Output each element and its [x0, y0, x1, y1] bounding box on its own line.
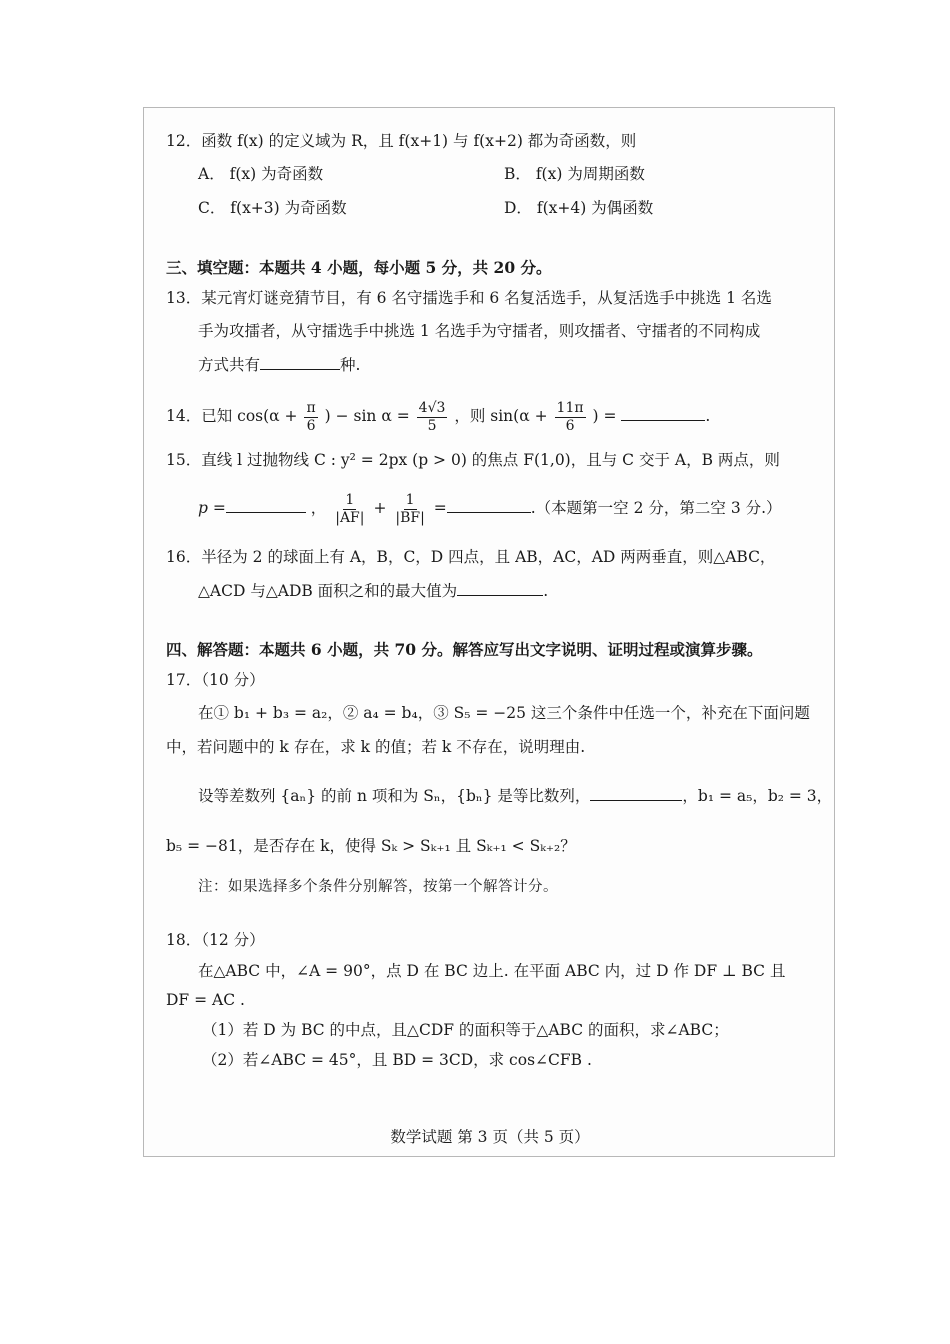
q15-frac-a-num: 1 [345, 491, 355, 508]
q14-frac1-num: π [306, 399, 316, 416]
q15-frac-a-den: |AF| [335, 509, 365, 526]
q15-line-1: 15．直线 l 过抛物线 C : y² = 2px (p > 0) 的焦点 F(1,0)，且与 C 交于 A，B 两点，则 [166, 451, 780, 469]
section-3-title: 三、填空题：本题共 4 小题，每小题 5 分，共 20 分。 [166, 258, 552, 277]
q15-comma: ， [310, 499, 327, 517]
q14-answer-blank[interactable] [621, 404, 705, 421]
q16-line-2-pre: △ACD 与△ADB 面积之和的最大值为 [198, 582, 458, 600]
q15-p-blank[interactable] [226, 496, 306, 513]
section-4-title: 四、解答题：本题共 6 小题，共 70 分。解答应写出文字说明、证明过程或演算步骤。 [166, 640, 763, 659]
q14-frac2-den: 5 [427, 417, 437, 434]
q15-plus: + [373, 499, 387, 517]
q17-line-3-pre: 设等差数列 {aₙ} 的前 n 项和为 Sₙ，{bₙ} 是等比数列， [198, 787, 591, 805]
q13-line-3 [198, 353, 360, 376]
q14-end: . [705, 407, 711, 425]
q14-mid2: ，则 sin(α + [454, 407, 548, 425]
q13-line-3-pre: 方式共有 [198, 356, 261, 374]
q16-line-2 [198, 579, 548, 602]
q17-heading: 17．（10 分） [166, 671, 265, 689]
q17-note: 注：如果选择多个条件分别解答，按第一个解答计分。 [198, 879, 558, 895]
q15-fraction-1-over-bf [393, 492, 426, 527]
q17-line-1: 在① b₁ + b₃ = a₂，② a₄ = b₄，③ S₅ = −25 这三个条件中任选一个，补充在下面问题 [198, 704, 810, 722]
q14-fraction-11pi-over-6 [555, 400, 586, 435]
q18-line-2: DF = AC . [166, 991, 245, 1009]
q14-post: ) = [592, 407, 617, 425]
q15-frac-b-den: |BF| [395, 509, 425, 526]
q15-fraction-1-over-af [333, 492, 366, 527]
q14-frac3-den: 6 [565, 417, 575, 434]
q18-heading: 18．（12 分） [166, 931, 265, 949]
q17-condition-blank[interactable] [590, 784, 682, 801]
q16-line-1: 16．半径为 2 的球面上有 A，B，C，D 四点，且 AB，AC，AD 两两垂直，则△ABC， [166, 548, 776, 566]
q14-line [166, 394, 710, 438]
q15-p-label: p = [198, 499, 226, 517]
q15-sum-blank[interactable] [447, 496, 531, 513]
q12-option-b: B． f(x) 为周期函数 [504, 165, 645, 183]
q17-line-3-post: ，b₁ = a₅，b₂ = 3， [682, 787, 833, 805]
page-footer: 数学试题 第 3 页（共 5 页） [390, 1128, 590, 1146]
q18-part-2: （2）若∠ABC = 45°，且 BD = 3CD，求 cos∠CFB . [202, 1051, 592, 1069]
q17-line-3 [198, 784, 832, 807]
q17-line-4: b₅ = −81，是否存在 k，使得 Sₖ > Sₖ₊₁ 且 Sₖ₊₁ < Sₖ₊₂？ [166, 837, 576, 855]
q14-frac3-num: 11π [556, 399, 584, 416]
q14-pre: 14．已知 cos(α + [166, 407, 298, 425]
q16-line-2-post: . [543, 582, 549, 600]
q12-option-c: C． f(x+3) 为奇函数 [198, 199, 347, 217]
q14-frac1-den: 6 [306, 417, 316, 434]
q14-fraction-4root3-over-5 [417, 400, 448, 435]
q12-option-a: A． f(x) 为奇函数 [198, 165, 324, 183]
q16-answer-blank[interactable] [457, 579, 543, 596]
q14-mid: ) − sin α = [324, 407, 410, 425]
q15-eq: = [433, 499, 447, 517]
q17-line-2: 中，若问题中的 k 存在，求 k 的值；若 k 不存在，说明理由. [166, 738, 586, 756]
q15-note: .（本题第一空 2 分，第二空 3 分.） [530, 499, 782, 517]
q18-part-1: （1）若 D 为 BC 的中点，且△CDF 的面积等于△ABC 的面积，求∠ABC； [202, 1021, 729, 1039]
q15-frac-b-num: 1 [405, 491, 415, 508]
q14-fraction-pi-over-6 [304, 400, 317, 435]
q13-line-2: 手为攻擂者，从守擂选手中挑选 1 名选手为守擂者，则攻擂者、守擂者的不同构成 [198, 322, 761, 340]
q14-frac2-num: 4√3 [418, 399, 446, 416]
q15-line-2 [198, 486, 782, 530]
q12-stem: 12．函数 f(x) 的定义域为 R，且 f(x+1) 与 f(x+2) 都为奇函数，则 [166, 132, 637, 150]
q18-line-1: 在△ABC 中，∠A = 90°，点 D 在 BC 边上. 在平面 ABC 内，过 D 作 DF ⊥ BC 且 [198, 962, 786, 980]
q12-option-d: D． f(x+4) 为偶函数 [504, 199, 654, 217]
q13-answer-blank[interactable] [260, 353, 340, 370]
q13-line-3-post: 种. [340, 356, 361, 374]
q13-line-1: 13．某元宵灯谜竞猜节目，有 6 名守擂选手和 6 名复活选手，从复活选手中挑选 1 名选 [166, 289, 772, 307]
exam-page [143, 107, 835, 1157]
